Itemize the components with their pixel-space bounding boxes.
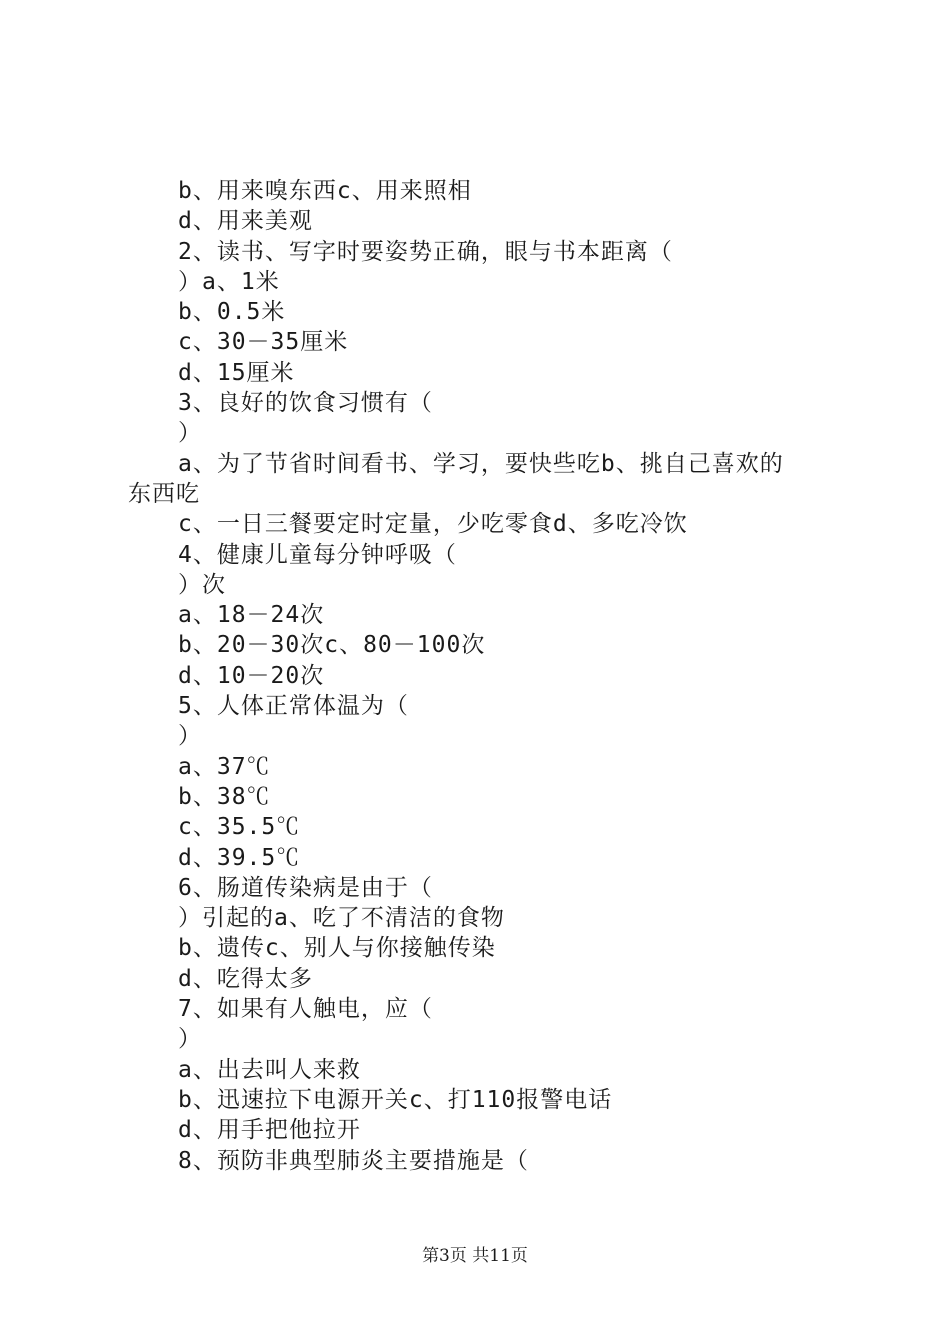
text-line: d、39.5℃ [178, 844, 301, 871]
text-line: d、15厘米 [178, 359, 295, 386]
text-line: d、用来美观 [178, 208, 313, 235]
text-line: ）引起的a、吃了不清洁的食物 [178, 905, 505, 932]
text-line: b、迅速拉下电源开关c、打110报警电话 [178, 1086, 613, 1113]
text-line: 4、健康儿童每分钟呼吸（ [178, 541, 457, 568]
text-line: b、遗传c、别人与你接触传染 [178, 935, 496, 962]
text-line: ） [178, 723, 202, 750]
text-line: a、为了节省时间看书、学习，要快些吃b、挑自己喜欢的 [178, 450, 784, 477]
text-line: c、一日三餐要定时定量，少吃零食d、多吃冷饮 [178, 511, 688, 538]
text-line: ）次 [178, 571, 226, 598]
text-line: c、30－35厘米 [178, 329, 349, 356]
page-footer: 第3页 共11页 [422, 1246, 528, 1266]
text-line: a、18－24次 [178, 602, 325, 629]
text-line: 2、读书、写字时要姿势正确，眼与书本距离（ [178, 238, 673, 265]
text-line: b、0.5米 [178, 299, 286, 326]
document-body [128, 176, 838, 1176]
text-line: 8、预防非典型肺炎主要措施是（ [178, 1147, 529, 1174]
text-line: c、35.5℃ [178, 814, 301, 841]
text-line: 7、如果有人触电，应（ [178, 996, 433, 1023]
text-line: b、用来嗅东西c、用来照相 [178, 178, 472, 204]
text-line: a、37℃ [178, 753, 271, 780]
text-line: 东西吃 [128, 480, 200, 507]
text-line: b、38℃ [178, 783, 271, 810]
text-line: ） [178, 1026, 202, 1053]
text-line: 6、肠道传染病是由于（ [178, 874, 433, 901]
text-line: b、20－30次c、80－100次 [178, 632, 486, 659]
text-line: ） [178, 420, 202, 447]
text-line: 5、人体正常体温为（ [178, 693, 409, 720]
text-line: ）a、1米 [178, 268, 280, 295]
text-line: 3、良好的饮食习惯有（ [178, 390, 433, 417]
text-line: d、吃得太多 [178, 965, 313, 992]
text-line: d、用手把他拉开 [178, 1117, 361, 1144]
text-line: a、出去叫人来救 [178, 1056, 361, 1083]
text-line: d、10－20次 [178, 662, 325, 689]
